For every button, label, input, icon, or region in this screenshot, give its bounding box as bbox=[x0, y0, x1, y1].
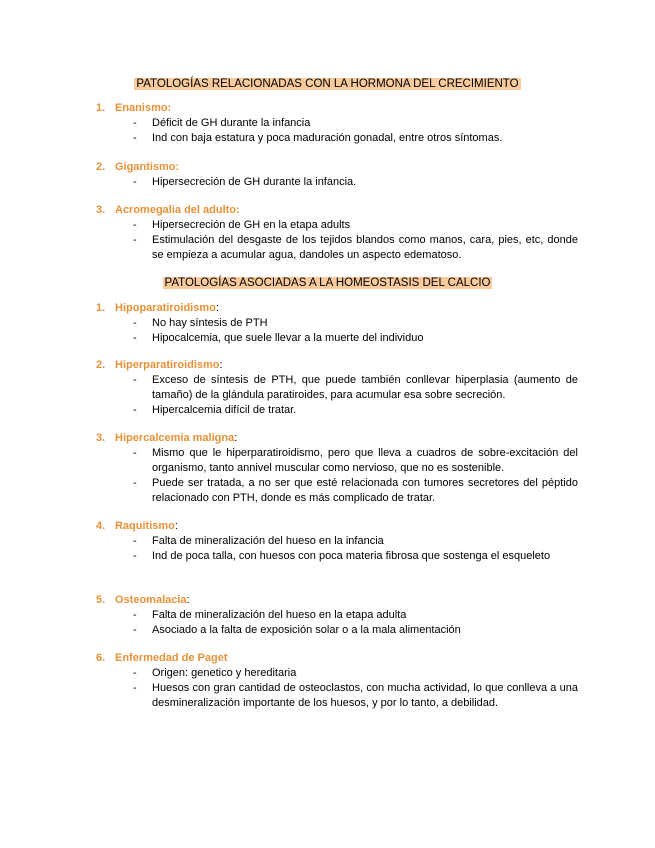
list-item-raquitismo: 4. Raquitismo: - Falta de mineralización del hueso en la infancia - Ind de poca talla, con huesos con poca materia fibrosa que sostenga el esqueleto bbox=[96, 519, 578, 564]
bullet: - Ind de poca talla, con huesos con poca materia fibrosa que sostenga el esqueleto bbox=[133, 550, 551, 562]
item-title: Enanismo: bbox=[115, 102, 172, 114]
bullet: - Hipercalcemia difícil de tratar. bbox=[133, 404, 297, 416]
item-title: Raquitismo bbox=[115, 520, 175, 532]
list-item-osteomalacia: 5. Osteomalacia: - Falta de mineralización del hueso en la etapa adulta - Asociado a la falta de exposición solar o a la mala alimentación bbox=[96, 593, 578, 638]
list-item-acromegalia: 3. Acromegalia del adulto: - Hipersecreción de GH en la etapa adults - Estimulación del desgaste de los tejidos blandos como manos, cara, pies, etc, donde se empieza a acumular agua, dandoles un aspecto edematoso. bbox=[96, 204, 578, 261]
item-title: Osteomalacia bbox=[115, 594, 187, 606]
item-title: Hiperparatiroidismo bbox=[115, 359, 220, 371]
item-title: Hipercalcemia maligna bbox=[115, 432, 235, 444]
bullet: - Huesos con gran cantidad de osteoclastos, con mucha actividad, lo que conlleva a una desmineralización importante de los huesos, y por lo tanto, a debilidad. bbox=[133, 682, 578, 709]
bullet: - Hipocalcemia, que suele llevar a la muerte del individuo bbox=[133, 332, 424, 344]
list-item-gigantismo: 2. Gigantismo: - Hipersecreción de GH durante la infancia. bbox=[96, 160, 578, 190]
bullet: - Mismo que le hiperparatiroidismo, pero que lleva a cuadros de sobre-excitación del organismo, tanto annivel muscular como nervioso, que no es sostenible. bbox=[133, 447, 578, 474]
list-item-enfermedad-de-paget: 6. Enfermedad de Paget - Origen: genetico y hereditaria - Huesos con gran cantidad de osteoclastos, con mucha actividad, lo que conlleva a una desmineralización importante de los huesos, y por lo tanto, a debilidad. bbox=[96, 652, 578, 709]
item-title: Gigantismo: bbox=[115, 161, 180, 173]
bullet: - Hipersecreción de GH en la etapa adults bbox=[133, 219, 351, 231]
item-title: Enfermedad de Paget bbox=[115, 652, 228, 664]
section-heading-calcium: PATOLOGÍAS ASOCIADAS A LA HOMEOSTASIS DEL CALCIO bbox=[164, 277, 491, 289]
item-title: Hipoparatiroidismo bbox=[115, 302, 216, 314]
bullet: - No hay síntesis de PTH bbox=[133, 317, 268, 329]
item-title: Acromegalia del adulto: bbox=[115, 204, 240, 216]
list-item-hiperparatiroidismo: 2. Hiperparatiroidismo: - Exceso de síntesis de PTH, que puede también conllevar hiperplasia (aumento de tamaño) de la glándula paratiroides, para acumular esa sobre secreción. - Hipercalcemia difícil de tratar. bbox=[96, 359, 578, 416]
list-item-hipoparatiroidismo: 1. Hipoparatiroidismo: - No hay síntesis de PTH - Hipocalcemia, que suele llevar a la muerte del individuo bbox=[96, 301, 578, 346]
bullet: - Origen: genetico y hereditaria bbox=[133, 667, 297, 679]
bullet: - Falta de mineralización del hueso en la etapa adulta bbox=[133, 609, 407, 621]
bullet: - Hipersecreción de GH durante la infancia. bbox=[133, 176, 357, 188]
bullet: - Ind con baja estatura y poca maduración gonadal, entre otros síntomas. bbox=[133, 132, 503, 144]
bullet: - Exceso de síntesis de PTH, que puede también conllevar hiperplasia (aumento de tamaño) de la glándula paratiroides, para acumular esa sobre secreción. bbox=[133, 374, 578, 401]
bullet: - Estimulación del desgaste de los tejidos blandos como manos, cara, pies, etc, donde se empieza a acumular agua, dandoles un aspecto edematoso. bbox=[133, 234, 578, 261]
list-item-hipercalcemia-maligna: 3. Hipercalcemia maligna: - Mismo que le hiperparatiroidismo, pero que lleva a cuadros de sobre-excitación del organismo, tanto annivel muscular como nervioso, que no es sostenible. - Puede ser tratada, a no ser que esté relacionada con tumores secretores del péptido relacionado con PTH, donde es más complicado de tratar. bbox=[96, 432, 578, 504]
bullet: - Puede ser tratada, a no ser que esté relacionada con tumores secretores del péptido relacionado con PTH, donde es más complicado de tratar. bbox=[133, 477, 578, 504]
section-heading-growth-hormone: PATOLOGÍAS RELACIONADAS CON LA HORMONA DEL CRECIMIENTO bbox=[136, 78, 519, 90]
bullet: - Falta de mineralización del hueso en la infancia bbox=[133, 535, 384, 547]
bullet: - Déficit de GH durante la infancia bbox=[133, 117, 311, 129]
list-item-enanismo: 1. Enanismo: - Déficit de GH durante la infancia - Ind con baja estatura y poca maduración gonadal, entre otros síntomas. bbox=[96, 101, 578, 146]
bullet: - Asociado a la falta de exposición solar o a la mala alimentación bbox=[133, 624, 461, 636]
